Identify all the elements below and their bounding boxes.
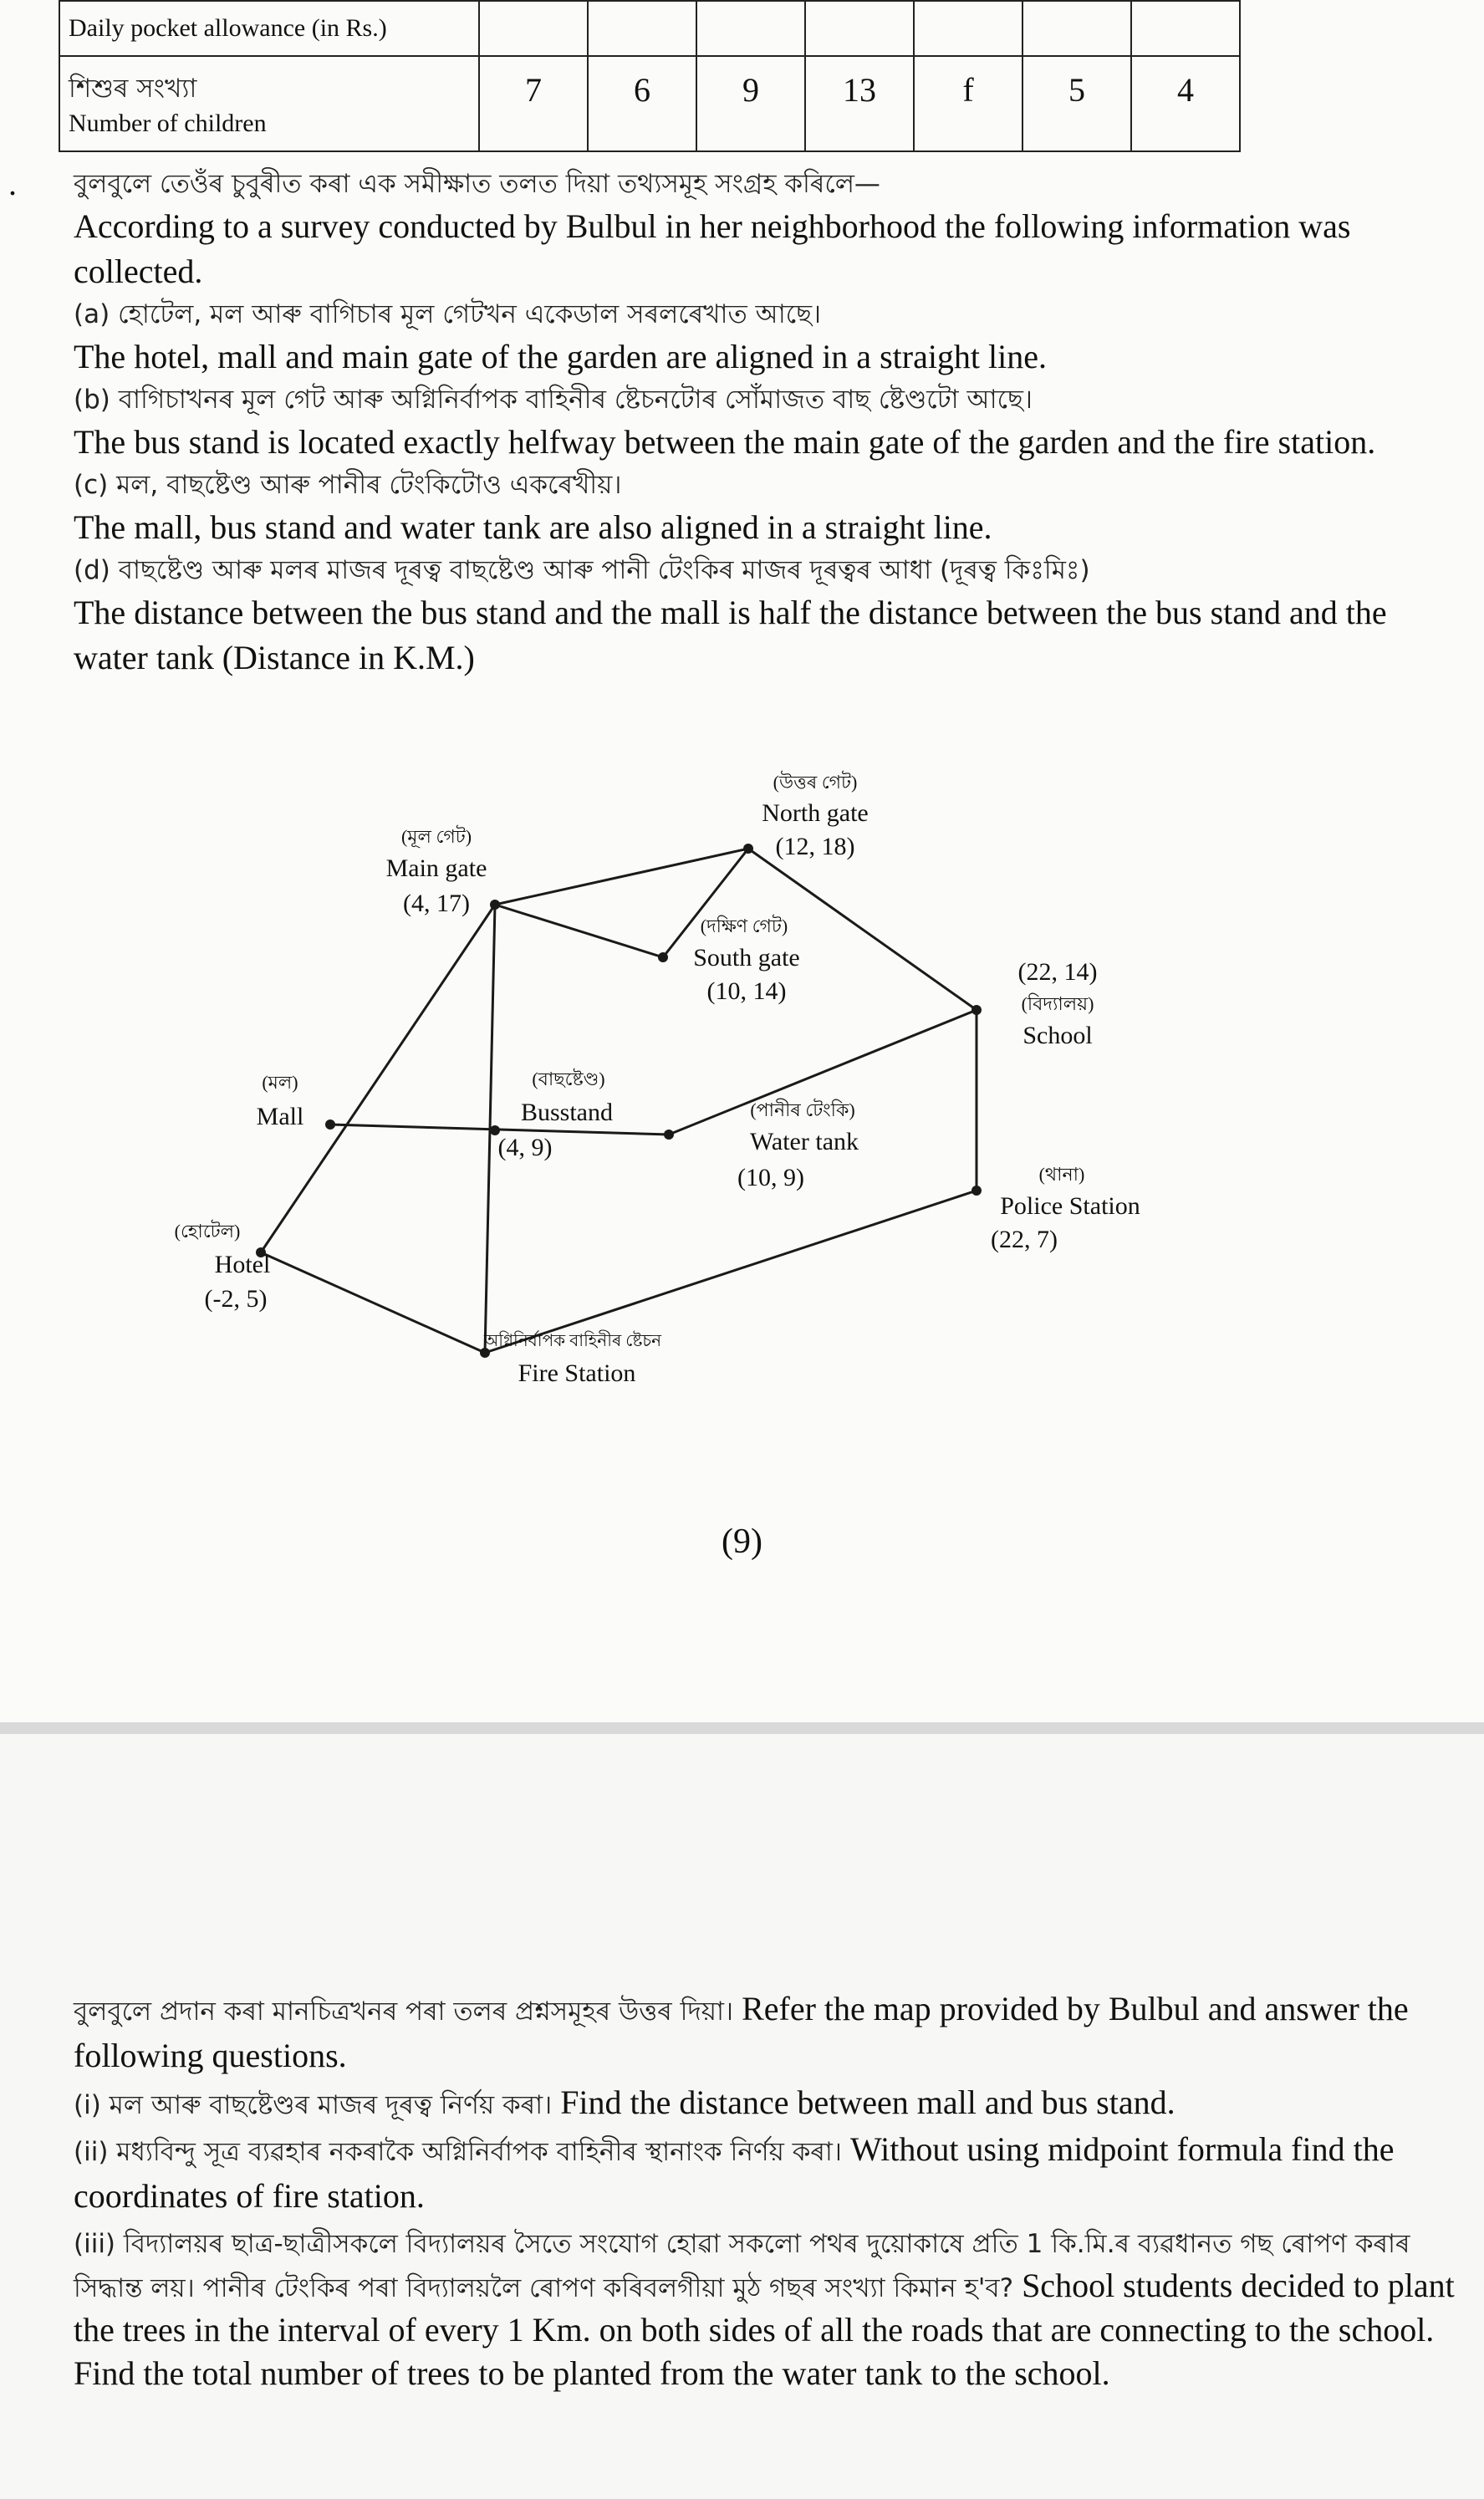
q-intro-bn: বুলবুলে প্ৰদান কৰা মানচিত্ৰখনৰ পৰা তলৰ প্ৰশ্নসমূহৰ উত্তৰ দিয়া। [74,1997,734,2027]
hotel-label: Hotel [214,1251,271,1278]
water-tank-label: Water tank [749,1128,859,1155]
south-gate-point [658,952,668,962]
north-gate-bn: (উত্তৰ গেট) [773,772,858,793]
pocket-allowance-label: Daily pocket allowance (in Rs.) [59,1,479,56]
intro-en: According to a survey conducted by Bulbul in her neighborhood the following information was collected. [74,207,1351,290]
main-gate-coord: (4, 17) [403,890,470,917]
busstand-coord: (4, 9) [497,1134,553,1161]
north-gate-label: North gate [762,799,869,827]
map-roads [261,849,977,1353]
questions-block [74,1986,1461,2395]
school-coord: (22, 14) [1017,958,1098,986]
south-gate-coord: (10, 14) [706,977,787,1005]
point-c-en: The mall, bus stand and water tank are also aligned in a straight line. [74,508,992,546]
road-maingate-southgate [495,905,663,957]
fire-station-label: Fire Station [518,1359,636,1387]
point-a-en: The hotel, mall and main gate of the garden are aligned in a straight line. [74,338,1048,375]
table-cell: 13 [805,56,914,151]
point-c-bn: (c) মল, বাছষ্টেণ্ড আৰু পানীৰ টেংকিটোও একৰেখীয়। [74,470,622,500]
page-separator [0,1722,1484,1734]
q-i-en: Find the distance between mall and bus stand. [560,2083,1175,2121]
point-b-bn: (b) বাগিচাখনৰ মূল গেট আৰু অগ্নিনিৰ্বাপক বাহিনীৰ ষ্টেচনটোৰ সোঁমাজত বাছ ষ্টেণ্ডটো আছে। [74,385,1033,415]
question-bullet: . [8,165,17,202]
table-cell: 7 [479,56,588,151]
busstand-label: Busstand [520,1099,614,1126]
q-ii-en: Without using midpoint formula find the coordinates of fire station. [74,2130,1395,2215]
hotel-bn: (হোটেল) [174,1221,241,1242]
page-number: (9) [722,1522,762,1561]
main-gate-bn: (মূল গেট) [400,826,472,847]
police-label: Police Station [1000,1192,1140,1220]
school-point [971,1005,982,1015]
school-bn: (বিদ্যালয়) [1021,993,1094,1014]
main-gate-point [490,900,500,910]
table-cell: 4 [1131,56,1240,151]
table-cell: 9 [696,56,805,151]
mall-bn: (মল) [262,1072,298,1093]
north-gate-point [743,844,753,854]
point-a-bn: (a) হোটেল, মল আৰু বাগিচাৰ মূল গেটখন একেডাল সৰলৰেখাত আছে। [74,299,822,329]
road-firestation-hotel [261,1252,485,1353]
police-coord: (22, 7) [991,1226,1058,1253]
fire-station-bn: অগ্নিনিৰ্বাপক বাহিনীৰ ষ্টেচন [483,1332,662,1350]
point-d-bn: (d) বাছষ্টেণ্ড আৰু মলৰ মাজৰ দূৰত্ব বাছষ্টেণ্ড আৰু পানী টেংকিৰ মাজৰ দূৰত্বৰ আধা (দূৰত্ব কিঃমিঃ) [74,555,1090,585]
table-cell: 6 [588,56,696,151]
school-label: School [1022,1022,1093,1049]
point-d-en: The distance between the bus stand and the mall is half the distance between the bus stand and the water tank (Distance in K.M.) [74,594,1387,676]
children-label-bn: শিশুৰ সংখ্যা [69,74,197,104]
water-tank-point [664,1130,674,1140]
map-points [256,844,982,1358]
q-ii-bn: (ii) মধ্যবিন্দু সূত্ৰ ব্যৱহাৰ নকৰাকৈ অগ্নিনিৰ্বাপক বাহিনীৰ স্থানাংক নিৰ্ণয় কৰা। [74,2137,842,2167]
table-cell: 5 [1022,56,1131,151]
water-tank-coord: (10, 9) [737,1164,804,1191]
main-gate-label: Main gate [385,854,487,882]
south-gate-bn: (দক্ষিণ গেট) [700,915,788,936]
q-iii-en: School students decided to plant the trees in the interval of every 1 Km. on both sides of all the roads that are connecting to the school. Find the total number of trees to be planted from the water tank to the school. [74,2267,1455,2392]
mall-label: Mall [256,1103,304,1130]
north-gate-coord: (12, 18) [775,833,855,860]
q-i-bn: (i) মল আৰু বাছষ্টেণ্ডৰ মাজৰ দূৰত্ব নিৰ্ণয় কৰা। [74,2090,553,2120]
q-iii-bn: (iii) বিদ্যালয়ৰ ছাত্ৰ-ছাত্ৰীসকলে বিদ্যালয়ৰ সৈতে সংযোগ হোৱা সকলো পথৰ দুয়োকাষে প্ৰতি 1 কি.মি.ৰ ব্যৱধানত গছ ৰোপণ কৰাৰ সিদ্ধান্ত লয়। পানীৰ টেংকিৰ পৰা বিদ্যালয়লৈ ৰোপণ কৰিবলগীয়া মুঠ গছৰ সংখ্যা কিমান হ'ব? [74,2229,1410,2303]
police-point [971,1186,982,1196]
table-cell: f [914,56,1022,151]
q-intro-en: Refer the map provided by Bulbul and answer the following questions. [74,1990,1409,2074]
busstand-bn: (বাছষ্টেণ্ড) [532,1068,605,1089]
police-bn: (থানা) [1038,1164,1085,1185]
mall-point [325,1119,335,1130]
hotel-coord: (-2, 5) [204,1285,268,1313]
water-tank-bn: (পানীৰ টেংকি) [750,1099,855,1120]
children-label-en: Number of children [69,110,267,137]
road-police-firestation [485,1191,977,1353]
south-gate-label: South gate [693,944,800,972]
point-b-en: The bus stand is located exactly helfway between the main gate of the garden and the fire station. [74,423,1376,461]
intro-bn: বুলবুলে তেওঁৰ চুবুৰীত কৰা এক সমীক্ষাত তলত দিয়া তথ্যসমূহ সংগ্ৰহ কৰিলে— [74,169,880,199]
